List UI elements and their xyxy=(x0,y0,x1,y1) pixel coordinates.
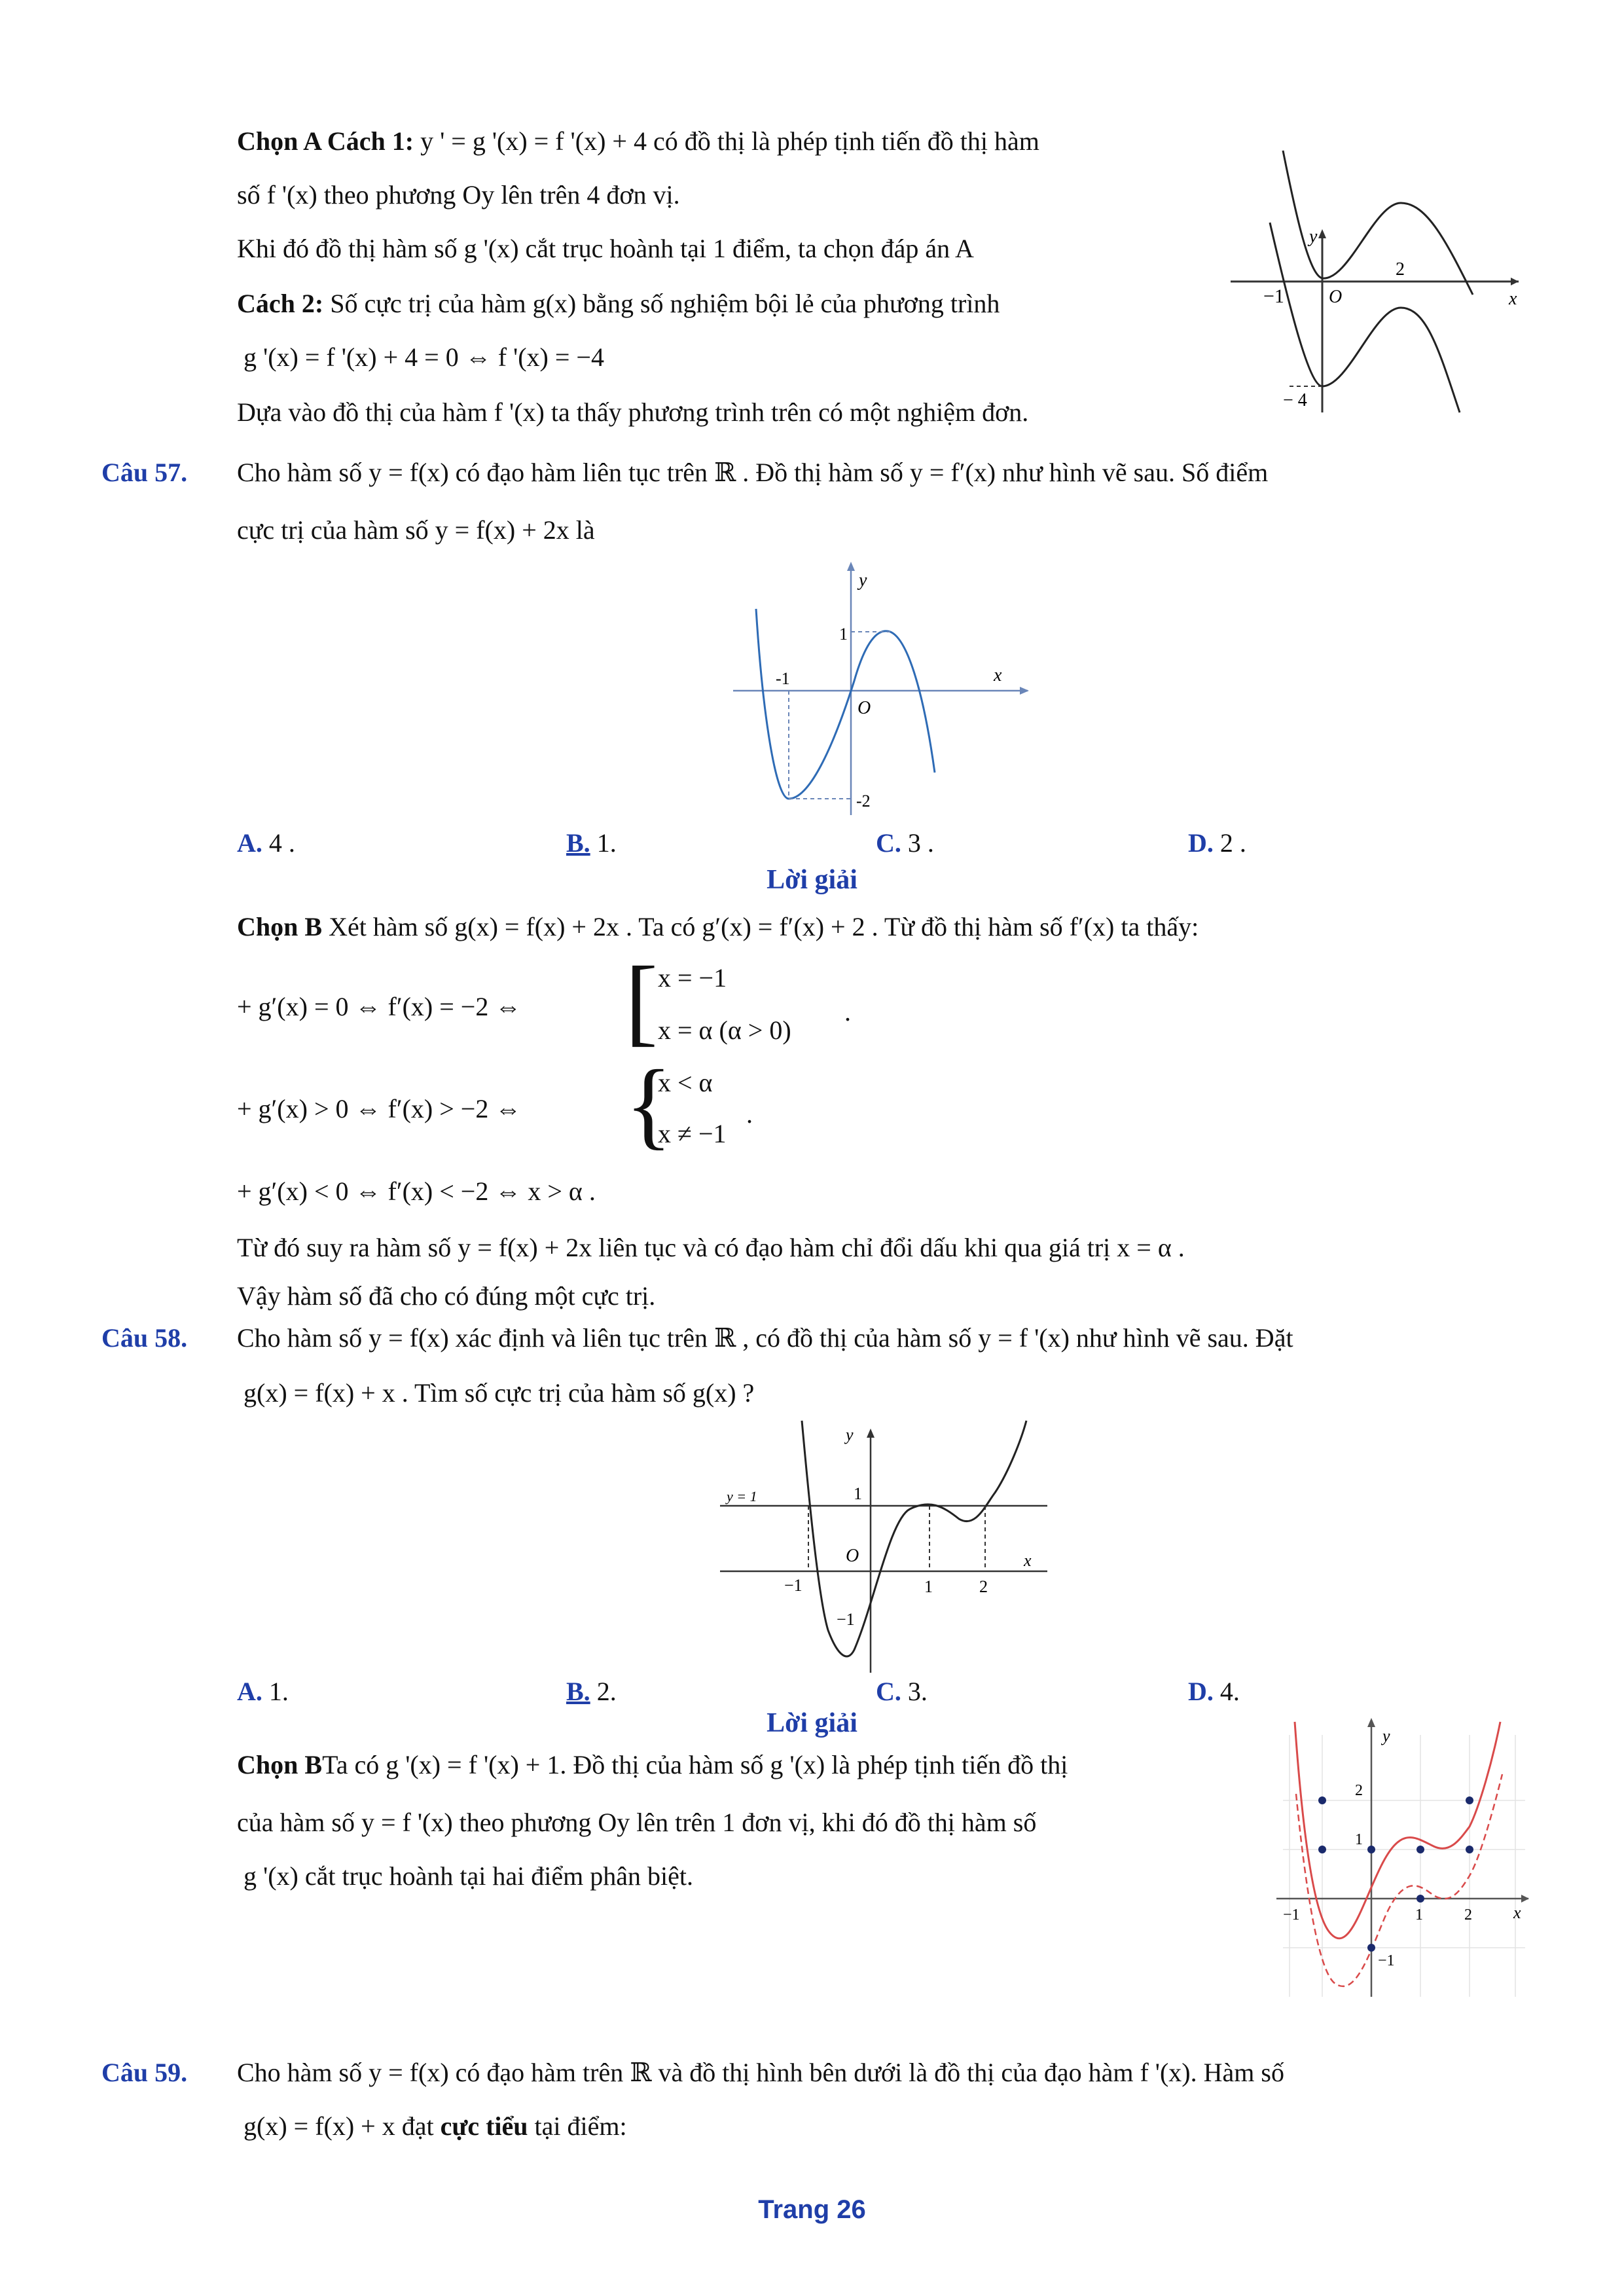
top-line-2: số f '(x) theo phương Oy lên trên 4 đơn vị. xyxy=(237,180,680,210)
q58-solution-title: Lời giải xyxy=(767,1708,857,1738)
q57-case-1: x = −1 xyxy=(658,963,727,993)
q57-graph xyxy=(727,556,1041,818)
q58-graph-minus1: −1 xyxy=(784,1576,803,1595)
q58-option-d[interactable]: D. 4. xyxy=(1188,1677,1240,1706)
top-line-4-text: Số cực trị của hàm g(x) bằng số nghiệm bội lẻ của phương trình xyxy=(330,289,1000,318)
q58-sol-graph-two: 2 xyxy=(1355,1782,1363,1799)
q57-case-end-2: . xyxy=(746,1099,753,1129)
q57-sol-line-3: + g′(x) > 0 ⇔ f′(x) > −2 ⇔ xyxy=(237,1094,522,1123)
q57-sol-line-5: Từ đó suy ra hàm số y = f(x) + 2x liên tục và có đạo hàm chỉ đổi dấu khi qua giá trị x = α . xyxy=(237,1233,1185,1262)
q58-sol-graph-x2: 2 xyxy=(1464,1906,1472,1923)
q58-sol-graph-y: y xyxy=(1382,1726,1390,1745)
top-graph-minus4: − 4 xyxy=(1283,390,1307,410)
q58-sol-line-1-text: Ta có g '(x) = f '(x) + 1. Đồ thị của hàm số g '(x) là phép tịnh tiến đồ thị xyxy=(322,1750,1068,1779)
q59-emphasis: cực tiểu xyxy=(440,2111,528,2141)
q58-line-2: g(x) = f(x) + x . Tìm số cực trị của hàm số g(x) ? xyxy=(244,1378,755,1408)
top-graph-x: x xyxy=(1509,289,1517,309)
q58-graph-x: x xyxy=(1024,1551,1032,1570)
top-graph-two: 2 xyxy=(1396,259,1405,280)
top-graph-origin: O xyxy=(1329,287,1343,307)
q58-label: Câu 58. xyxy=(101,1323,188,1353)
q57-bracket: [ xyxy=(625,947,658,1055)
q57-sol-line-2: + g′(x) = 0 ⇔ f′(x) = −2 ⇔ xyxy=(237,992,522,1021)
q57-sol-line-1 xyxy=(237,910,1199,944)
q57-graph-minus1: -1 xyxy=(776,669,790,688)
q57-case-4: x ≠ −1 xyxy=(658,1119,727,1148)
q58-graph-y: y xyxy=(846,1425,854,1444)
q57-label: Câu 57. xyxy=(101,458,188,487)
q57-option-d[interactable]: D. 2 . xyxy=(1188,828,1246,858)
q58-sol-line-3: g '(x) cắt trục hoành tại hai điểm phân biệt. xyxy=(244,1861,693,1891)
q58-option-a[interactable]: A. 1. xyxy=(237,1677,289,1706)
top-graph-minus1: −1 xyxy=(1263,285,1284,307)
q57-line-1: Cho hàm số y = f(x) có đạo hàm liên tục trên ℝ . Đồ thị hàm số y = f′(x) như hình vẽ sau. Số điểm xyxy=(237,458,1269,487)
q57-sol-line-6: Vậy hàm số đã cho có đúng một cực trị. xyxy=(237,1281,656,1311)
q57-graph-minus2: -2 xyxy=(856,792,871,811)
top-line-4 xyxy=(237,287,1000,321)
q57-case-2: x = α (α > 0) xyxy=(658,1015,791,1045)
q58-sol-graph-x1: 1 xyxy=(1415,1906,1423,1923)
q58-sol-line-1 xyxy=(237,1748,1068,1782)
q58-choice-label: Chọn B xyxy=(237,1750,323,1779)
q57-option-a[interactable]: A. 4 . xyxy=(237,828,295,858)
q58-graph-y-eq-1: y = 1 xyxy=(727,1488,757,1504)
top-graph-y: y xyxy=(1309,227,1318,247)
q59-label: Câu 59. xyxy=(101,2058,188,2087)
q58-option-c[interactable]: C. 3. xyxy=(876,1677,928,1706)
q57-case-end: . xyxy=(844,997,851,1027)
q57-solution-title: Lời giải xyxy=(767,865,857,895)
q57-option-c[interactable]: C. 3 . xyxy=(876,828,934,858)
top-choice-label: Chọn A Cách 1: xyxy=(237,126,414,156)
q58-sol-graph-one: 1 xyxy=(1355,1831,1363,1848)
q58-sol-line-2: của hàm số y = f '(x) theo phương Oy lên trên 1 đơn vị, khi đó đồ thị hàm số xyxy=(237,1808,1037,1837)
q57-graph-x: x xyxy=(994,665,1002,685)
top-line-6: Dựa vào đồ thị của hàm f '(x) ta thấy phương trình trên có một nghiệm đơn. xyxy=(237,397,1029,427)
page-number: Trang 26 xyxy=(758,2195,866,2224)
q58-graph xyxy=(713,1414,1054,1676)
q58-line-1: Cho hàm số y = f(x) xác định và liên tục trên ℝ , có đồ thị của hàm số y = f '(x) như hình vẽ sau. Đặt xyxy=(237,1323,1293,1353)
q58-sol-graph-x: x xyxy=(1513,1903,1521,1922)
q58-graph-origin: O xyxy=(846,1546,859,1566)
top-line-5: g '(x) = f '(x) + 4 = 0 ⇔ f '(x) = −4 xyxy=(244,342,604,372)
q58-graph-x2: 2 xyxy=(979,1577,988,1596)
q57-graph-y: y xyxy=(859,570,867,591)
q57-line-2: cực trị của hàm số y = f(x) + 2x là xyxy=(237,515,595,545)
q57-sol-line-1-text: Xét hàm số g(x) = f(x) + 2x . Ta có g′(x) = f′(x) + 2 . Từ đồ thị hàm số f′(x) ta thấy: xyxy=(329,912,1199,941)
q58-graph-ym1: −1 xyxy=(837,1610,855,1629)
q57-option-b[interactable]: B. 1. xyxy=(566,828,617,858)
q59-line-2: g(x) = f(x) + x đạt cực tiểu tại điểm: xyxy=(244,2111,627,2141)
q58-sol-graph-ym1: −1 xyxy=(1378,1952,1395,1969)
q57-brace: { xyxy=(625,1050,672,1159)
top-method2-label: Cách 2: xyxy=(237,289,324,318)
top-line-1 xyxy=(237,124,1039,158)
top-line-1-text: y ' = g '(x) = f '(x) + 4 có đồ thị là phép tịnh tiến đồ thị hàm xyxy=(420,126,1039,156)
q58-option-b[interactable]: B. 2. xyxy=(566,1677,617,1706)
q58-sol-graph-minus1: −1 xyxy=(1283,1906,1300,1923)
q57-case-3: x < α xyxy=(658,1068,713,1097)
q57-graph-origin: O xyxy=(857,698,871,718)
top-line-3: Khi đó đồ thị hàm số g '(x) cắt trục hoành tại 1 điểm, ta chọn đáp án A xyxy=(237,234,974,263)
q59-line-1: Cho hàm số y = f(x) có đạo hàm trên ℝ và đồ thị hình bên dưới là đồ thị của đạo hàm f '(x). Hàm số xyxy=(237,2058,1284,2087)
top-graph xyxy=(1224,144,1525,419)
q58-solution-graph xyxy=(1270,1709,1532,2003)
q58-graph-x1: 1 xyxy=(924,1577,933,1596)
q57-graph-one: 1 xyxy=(839,625,848,644)
q58-graph-one: 1 xyxy=(854,1484,862,1503)
q57-sol-line-4: + g′(x) < 0 ⇔ f′(x) < −2 ⇔ x > α . xyxy=(237,1176,596,1206)
q57-choice-label: Chọn B xyxy=(237,912,323,941)
